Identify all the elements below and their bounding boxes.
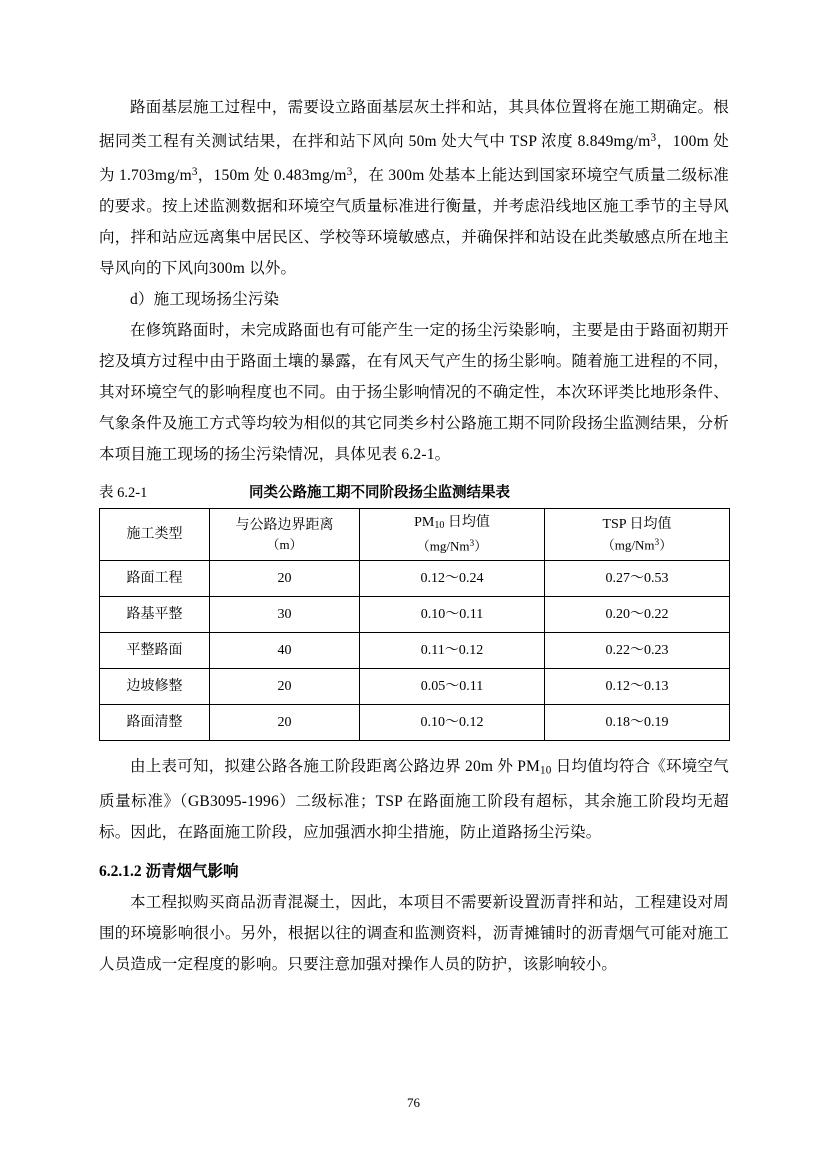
cell-pm10: 0.11～0.12 [360, 632, 545, 668]
cell-type: 路面工程 [100, 560, 210, 596]
paragraph-2: d）施工现场扬尘污染 [130, 291, 280, 309]
cell-pm10: 0.12～0.24 [360, 560, 545, 596]
table-header-pm10-line1: $PM_{10}$ 日均值 [414, 515, 490, 532]
table-header-row [100, 509, 730, 561]
cell-distance: 20 [210, 560, 360, 596]
cell-tsp: 0.12～0.13 [545, 668, 730, 704]
table-row [100, 632, 730, 668]
page-number: 76 [407, 1095, 420, 1110]
cell-pm10: 0.10～0.11 [360, 596, 545, 632]
cell-distance: 20 [210, 704, 360, 740]
cell-pm10: 0.05～0.11 [360, 668, 545, 704]
cell-distance: 40 [210, 632, 360, 668]
table-header-pm10-line2: （mg/Nm$^3$） [416, 538, 488, 554]
table-header-distance-line2: （m） [266, 536, 303, 552]
paragraph-5: 本工程拟购买商品沥青混凝土，因此，本项目不需要新设置沥青拌和站，工程建设对周围的环境影响很小。另外，根据以往的调查和监测资料，沥青摊铺时的沥青烟气可能对施工人员造成一定程度的影响。只要注意加强对操作人员的防护，该影响较小。 [99, 894, 729, 974]
paragraph-4: 由上表可知，拟建公路各施工阶段距离公路边界 20m 外 $PM_{10}$ 日均值均符合《环境空气质量标准》（GB3095-1996）二级标准；TSP 在路面施工阶段有超标，其余施工阶段均无超标。因此，在路面施工阶段，应加强洒水抑尘措施，防止道路扬尘污染。 [99, 757, 730, 842]
cell-tsp: 0.20～0.22 [545, 596, 730, 632]
cell-type: 平整路面 [100, 632, 210, 668]
cell-type: 路面清整 [100, 704, 210, 740]
cell-type: 边坡修整 [100, 668, 210, 704]
dust-monitoring-table [99, 508, 730, 741]
table-header-cell-distance [210, 509, 360, 561]
table-header-tsp-line2: （mg/Nm$^3$） [601, 537, 673, 553]
table-header-cell-pm10 [360, 509, 545, 561]
table-caption-number: 表 6.2-1 [99, 485, 148, 502]
table-header-tsp-line1: TSP 日均值 [602, 516, 672, 532]
cell-tsp: 0.22～0.23 [545, 632, 730, 668]
table-row [100, 668, 730, 704]
table-row [100, 704, 730, 740]
page-content [99, 92, 729, 980]
cell-distance: 20 [210, 668, 360, 704]
cell-tsp: 0.18～0.19 [545, 704, 730, 740]
paragraph-3: 在修筑路面时，未完成路面也有可能产生一定的扬尘污染影响，主要是由于路面初期开挖及填方过程中由于路面土壤的暴露，在有风天气产生的扬尘影响。随着施工进程的不同，其对环境空气的影响程度也不同。由于扬尘影响情况的不确定性，本次环评类比地形条件、气象条件及施工方式等均较为相似的其它同类乡村公路施工期不同阶段扬尘监测结果，分析本项目施工现场的扬尘污染情况，具体见表 6.2-1。 [99, 322, 729, 464]
section-heading: 6.2.1.2 沥青烟气影响 [99, 863, 239, 881]
cell-type: 路基平整 [100, 596, 210, 632]
table-row [100, 560, 730, 596]
paragraph-1: 路面基层施工过程中，需要设立路面基层灰土拌和站，其具体位置将在施工期确定。根据同类工程有关测试结果，在拌和站下风向 50m 处大气中 TSP 浓度 $8.849mg/m^3$，100m 处为 $1.703mg/m^3$，150m 处 $0.483mg/m^3$，在 300m 处基本上能达到国家环境空气质量二级标准的要求。按上述监测数据和环境空气质量标准进行衡量，并考虑沿线地区施工季节的主导风向，拌和站应远离集中居民区、学校等环境敏感点，并确保拌和站设在此类敏感点所在地主导风向的下风向300m 以外。 [99, 99, 729, 278]
table-row [100, 596, 730, 632]
table-header-type-line1: 施工类型 [126, 527, 183, 542]
cell-tsp: 0.27～0.53 [545, 560, 730, 596]
table-header-distance-line1: 与公路边界距离 [235, 517, 334, 533]
cell-distance: 30 [210, 596, 360, 632]
cell-pm10: 0.10～0.12 [360, 704, 545, 740]
table-caption [99, 480, 729, 506]
table-caption-title: 同类公路施工期不同阶段扬尘监测结果表 [249, 485, 510, 502]
table-header-cell-type [100, 509, 210, 561]
table-header-cell-tsp [545, 509, 730, 561]
